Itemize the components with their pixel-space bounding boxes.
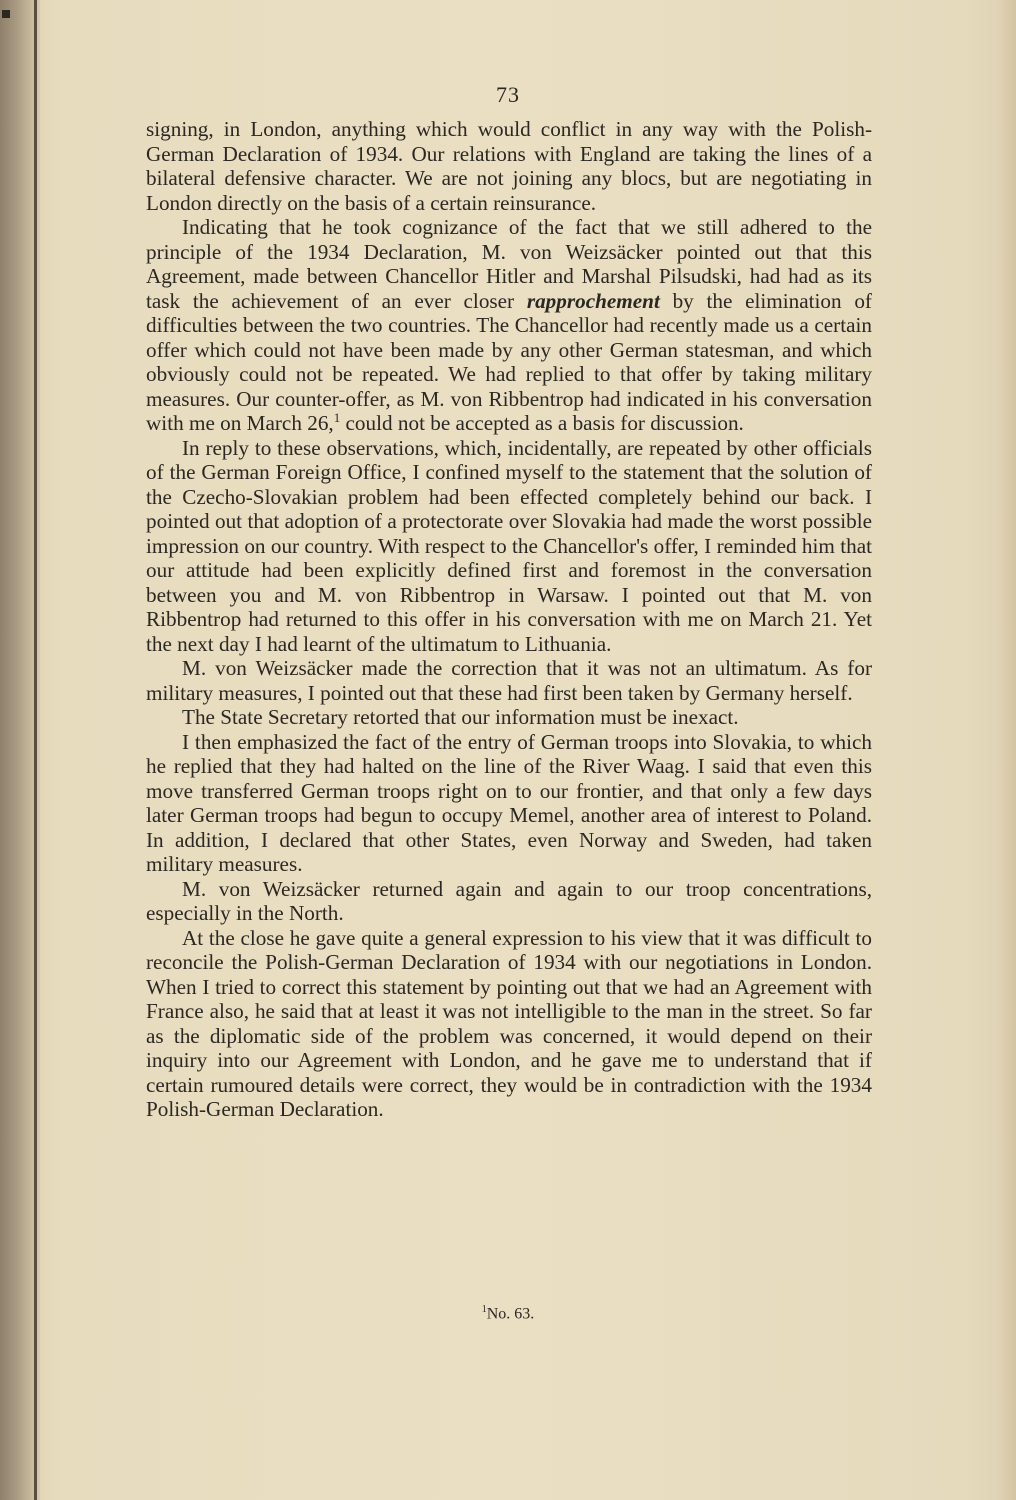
paragraph-8: At the close he gave quite a general expression to his view that it was difficult to reconcile the Polish-German Declaration of 1934 with our negotiations in London. When I tried to correct this statement by pointing out that we had an Agreement with France also, he said that at least it was not intelligible to the man in the street. So far as the diplomatic side of the problem was concerned, it would depend on their inquiry into our Agreement with London, and he gave me to understand that if certain rumoured details were correct, they would be in contradiction with the 1934 Polish-German Declaration. [146, 925, 872, 1121]
paragraph-6: I then emphasized the fact of the entry of German troops into Slovakia, to which he replied that they had halted on the line of the River Waag. I said that even this move transferred German troops right on to our frontier, and that only a few days later German troops had begun to occupy Memel, another area of interest to Poland. In addition, I declared that other States, even Norway and Sweden, had taken military measures. [146, 729, 872, 876]
paragraph-5: The State Secretary retorted that our information must be inexact. [182, 705, 739, 729]
page-number: 73 [496, 82, 520, 107]
page-edge [994, 0, 1016, 1500]
paragraph-2-text-before: Indicating that he took cognizance of the fact that we still adhered to the principle of the 1934 Declaration, M. von Weizsäcker pointed out that this Agreement, made between Chancellor Hitler and Marshal Pilsudski, had had as its task the achievement of an ever closer [146, 215, 872, 313]
paragraph-2-text-end: could not be accepted as a basis for discussion. [340, 411, 744, 435]
footnote-marker: 1 [481, 1304, 487, 1315]
paragraph-2-text-after: by the elimination of difficulties between the two countries. The Chancellor had recently made us a certain offer which could not have been made by any other German statesman, and which obviously could not be repeated. We had replied to that offer by taking military measures. Our counter-offer, as M. von Ribbentrop had indicated in his conversation with me on March 26, [146, 288, 872, 435]
corner-mark [2, 10, 10, 18]
footnote [0, 1304, 1016, 1323]
binding-gutter-line [34, 0, 37, 1500]
paragraph-2 [146, 215, 872, 436]
paragraph-3: In reply to these observations, which, incidentally, are repeated by other officials of the German Foreign Office, I confined myself to the statement that the solution of the Czecho-Slovakian problem had been effected completely behind our back. I pointed out that adoption of a protectorate over Slovakia had made the worst possible impression on our country. With respect to the Chancellor's offer, I reminded him that our attitude had been explicitly defined first and foremost in the conversation between you and M. von Ribbentrop in Warsaw. I pointed out that M. von Ribbentrop had returned to this offer in his conversation with me on March 21. Yet the next day I had learnt of the ultimatum to Lithuania. [146, 435, 872, 656]
footnote-reference: 1 [333, 409, 341, 425]
paragraph-7: M. von Weizsäcker returned again and again to our troop concentrations, especially in the North. [146, 876, 872, 925]
paragraph-1: signing, in London, anything which would conflict in any way with the Polish-German Declaration of 1934. Our relations with England are taking the lines of a bilateral defensive character. We are not joining any blocs, but are negotiating in London directly on the basis of a certain reinsurance. [146, 117, 872, 215]
body-text [146, 117, 872, 1122]
italic-term: rapprochement [526, 288, 660, 313]
paragraph-4: M. von Weizsäcker made the correction that it was not an ultimatum. As for military measures, I pointed out that these had first been taken by Germany herself. [146, 656, 872, 705]
footnote-text: No. 63. [486, 1305, 535, 1323]
